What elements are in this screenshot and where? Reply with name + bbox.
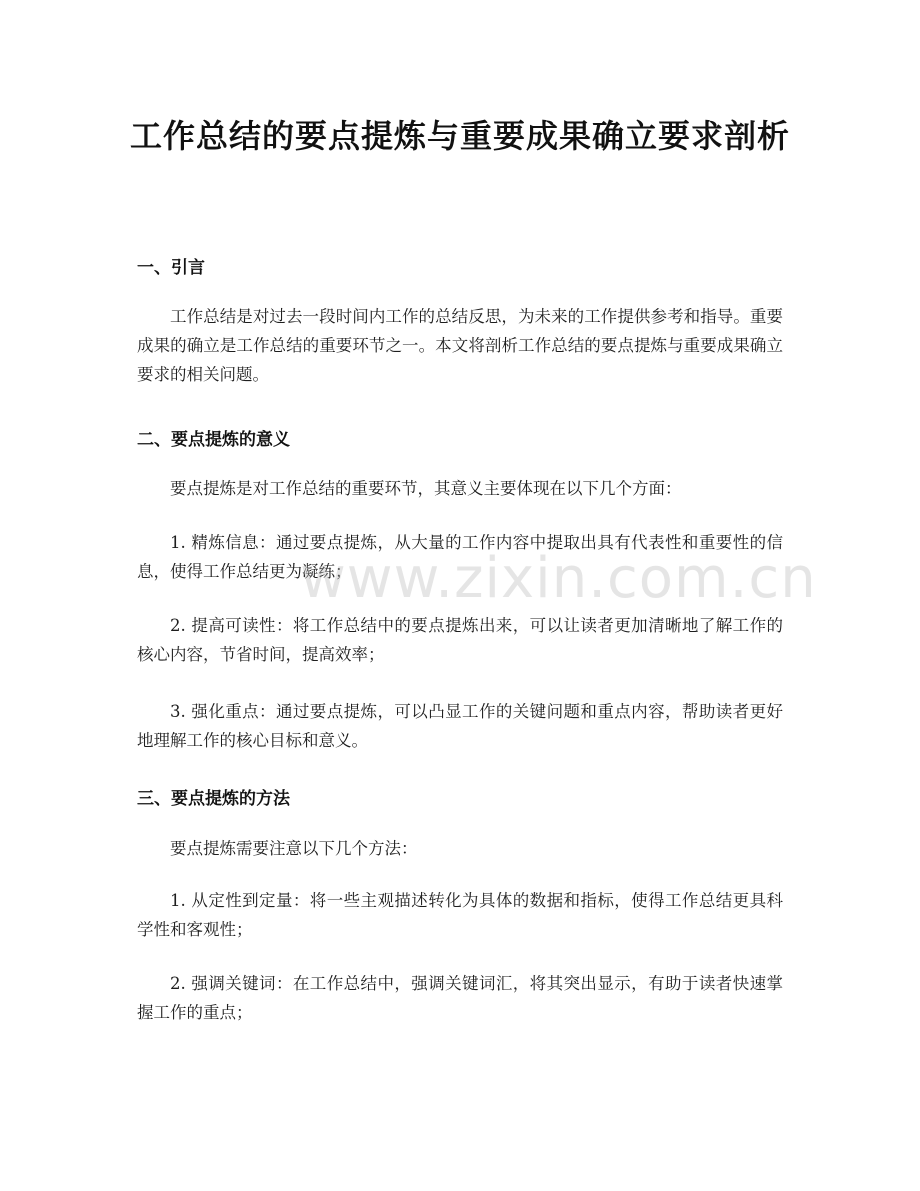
paragraph-introduction: 工作总结是对过去一段时间内工作的总结反思，为未来的工作提供参考和指导。重要成果的确立是工作总结的重要环节之一。本文将剖析工作总结的要点提炼与重要成果确立要求的相关问题。 [137,307,783,384]
paragraph-significance-item-2: 2. 提高可读性：将工作总结中的要点提炼出来，可以让读者更加清晰地了解工作的核心内容，节省时间，提高效率； [137,616,783,664]
section-heading-significance: 二、要点提炼的意义 [137,430,290,450]
paragraph-significance-intro: 要点提炼是对工作总结的重要环节，其意义主要体现在以下几个方面： [170,479,682,498]
paragraph-significance-item-1: 1. 精炼信息：通过要点提炼，从大量的工作内容中提取出具有代表性和重要性的信息，使得工作总结更为凝练； [137,533,783,581]
paragraph-methods-intro: 要点提炼需要注意以下几个方法： [170,839,418,858]
section-heading-introduction: 一、引言 [137,258,205,278]
paragraph-significance-item-3: 3. 强化重点：通过要点提炼，可以凸显工作的关键问题和重点内容，帮助读者更好地理解工作的核心目标和意义。 [137,702,783,750]
paragraph-methods-item-2: 2. 强调关键词：在工作总结中，强调关键词汇，将其突出显示，有助于读者快速掌握工作的重点； [137,974,783,1022]
section-heading-methods: 三、要点提炼的方法 [137,789,290,809]
document-title: 工作总结的要点提炼与重要成果确立要求剖析 [129,117,790,155]
watermark: www.zixin.com.cn [300,546,817,611]
paragraph-methods-item-1: 1. 从定性到定量：将一些主观描述转化为具体的数据和指标，使得工作总结更具科学性和客观性； [137,891,783,939]
